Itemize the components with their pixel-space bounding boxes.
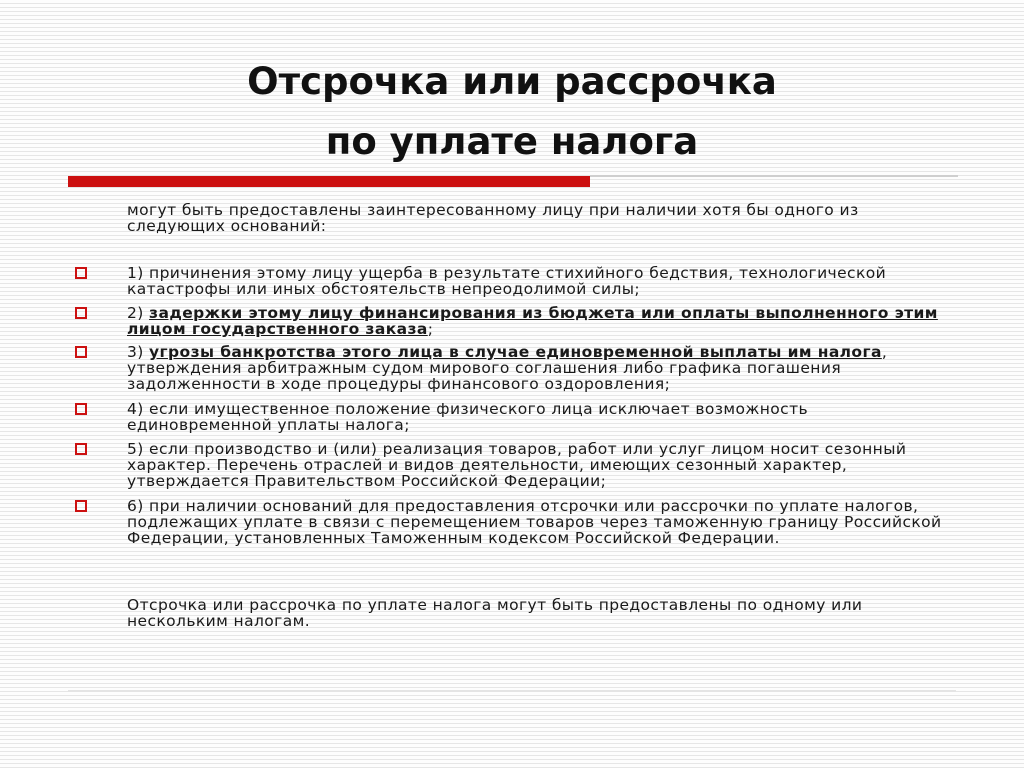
item-3-suffix: , утверждения арбитражным судом мирового соглашения либо графика погашения задолженности в ходе процедуры финансового оздоровления; bbox=[127, 343, 888, 393]
bullet-square-icon bbox=[75, 403, 87, 415]
item-2-emphasis: задержки этому лицу финансирования из бюджета или оплаты выполненного этим лицом государственного заказа bbox=[127, 304, 938, 338]
list-item-2 bbox=[127, 305, 957, 337]
list-item-3 bbox=[127, 344, 957, 392]
footer-divider bbox=[68, 690, 956, 692]
bullet-square-icon bbox=[75, 500, 87, 512]
item-3-prefix: 3) bbox=[127, 343, 150, 361]
title-line-1: Отсрочка или рассрочка bbox=[247, 60, 777, 103]
bullet-square-icon bbox=[75, 307, 87, 319]
title-line-2: по уплате налога bbox=[325, 120, 699, 163]
list-item-1 bbox=[127, 265, 957, 297]
bullet-square-icon bbox=[75, 267, 87, 279]
item-4-text: 4) если имущественное положение физического лица исключает возможность единовременной уплаты налога; bbox=[127, 400, 809, 434]
list-item-5 bbox=[127, 441, 957, 489]
item-2-suffix: ; bbox=[427, 320, 434, 338]
list-item-6 bbox=[127, 498, 957, 546]
intro-paragraph: могут быть предоставлены заинтересованному лицу при наличии хотя бы одного из следующих оснований: bbox=[127, 201, 859, 235]
item-2-prefix: 2) bbox=[127, 304, 150, 322]
closing-paragraph: Отсрочка или рассрочка по уплате налога могут быть предоставлены по одному или нескольким налогам. bbox=[127, 596, 863, 630]
list-item-4 bbox=[127, 401, 957, 433]
item-3-emphasis: угрозы банкротства этого лица в случае единовременной выплаты им налога bbox=[149, 343, 882, 361]
item-6-text: 6) при наличии оснований для предоставления отсрочки или рассрочки по уплате налогов, подлежащих уплате в связи с перемещением товаров через таможенную границу Российской Федерации, установленных Таможенным кодексом Российской Федерации. bbox=[127, 497, 942, 547]
bullet-square-icon bbox=[75, 443, 87, 455]
bullet-square-icon bbox=[75, 346, 87, 358]
item-5-text: 5) если производство и (или) реализация товаров, работ или услуг лицом носит сезонный характер. Перечень отраслей и видов деятельности, имеющих сезонный характер, утверждается Правительством Российской Федерации; bbox=[127, 440, 907, 490]
item-1-text: 1) причинения этому лицу ущерба в результате стихийного бедствия, технологической катастрофы или иных обстоятельств непреодолимой силы; bbox=[127, 264, 887, 298]
